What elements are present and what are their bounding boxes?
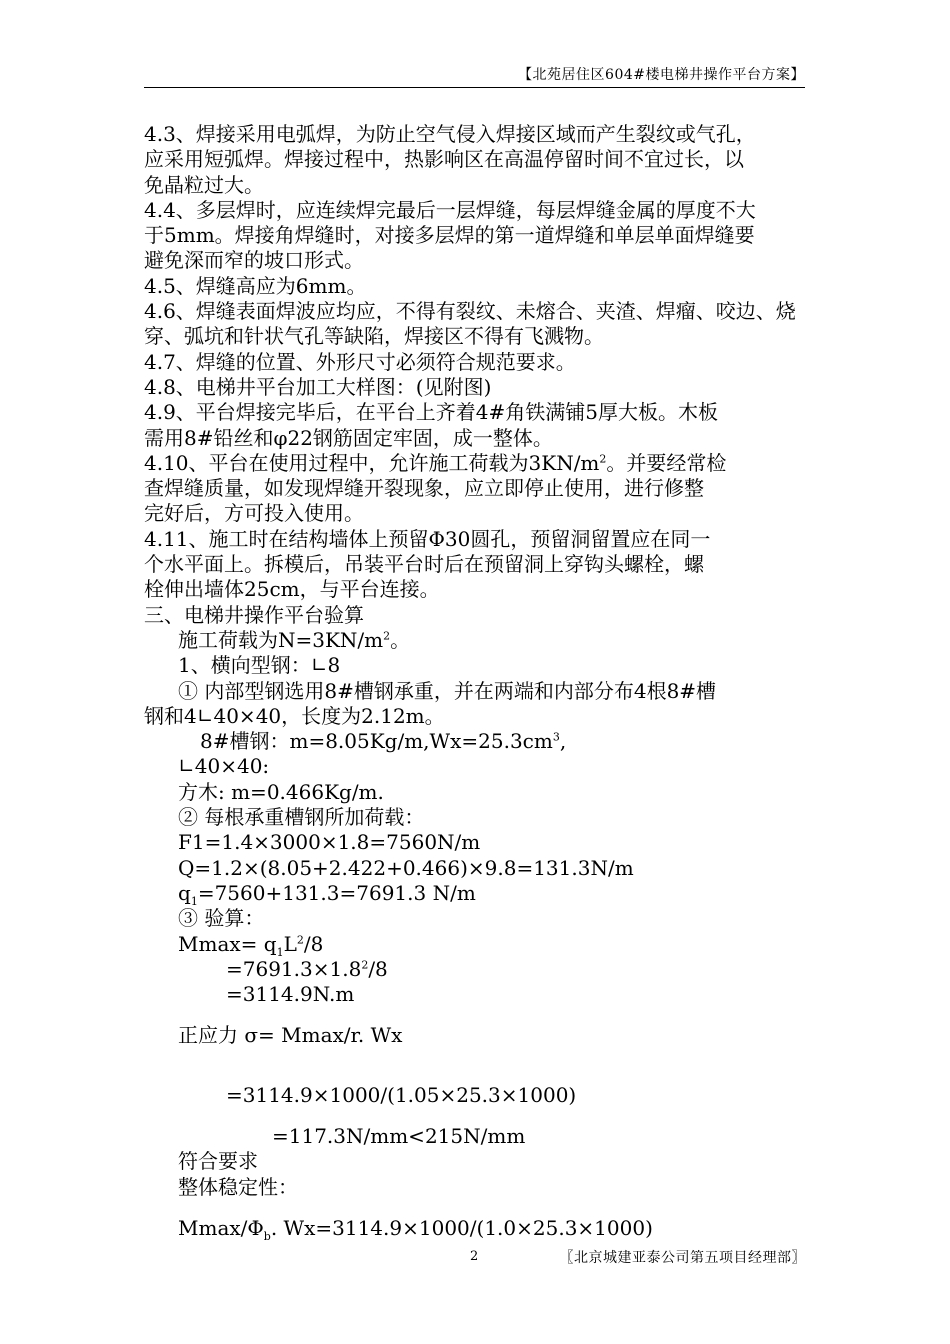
stab-sub: b: [263, 1229, 271, 1243]
paragraph-4-5: 4.5、焊缝高应为6mm。: [144, 273, 367, 298]
paragraph-4-8: 4.8、电梯井平台加工大样图：(见附图): [144, 374, 492, 399]
stress-text: 正应力 σ= Mmax/r.: [178, 1023, 365, 1048]
channel-text: 8#槽钢：m=8.05Kg/m,Wx=25.3cm: [200, 729, 553, 754]
load-end: 。: [390, 627, 411, 652]
calc-step-3: ③ 验算：: [178, 906, 265, 931]
p4-10-text-b: 。并要经常检: [606, 450, 727, 475]
load-text: 施工荷载为N=3KN/m: [178, 627, 384, 652]
spacer: [144, 1108, 809, 1124]
spacer: [144, 1007, 809, 1023]
timber-spec: 方木: m=0.466Kg/m.: [178, 779, 384, 804]
formula-q: Q=1.2×(8.05+2.422+0.466)×9.8=131.3N/m: [178, 855, 634, 880]
paragraph-4-3-line3: 免晶粒过大。: [144, 172, 264, 197]
formula-f1: F1=1.4×3000×1.8=7560N/m: [178, 830, 481, 855]
q1-sub: 1: [190, 894, 198, 908]
document-body: [144, 122, 809, 1241]
channel-sup: 3: [552, 730, 560, 744]
load-sup: 2: [383, 629, 391, 643]
calc1-text: =7691.3×1.8: [226, 956, 362, 981]
page-footer: 〖北京城建亚泰公司第五项目经理部〗: [559, 1250, 806, 1266]
mmax-end: /8: [303, 931, 324, 956]
page-number: 2: [470, 1249, 479, 1264]
formula-mmax-calc: [144, 957, 809, 982]
paragraph-4-9-line1: 4.9、平台焊接完毕后，在平台上齐着4#角铁满铺5厚大板。木板: [144, 400, 719, 425]
paragraph-4-11-line1: 4.11、施工时在结构墙体上预留Φ30圆孔，预留洞留置应在同一: [144, 526, 711, 551]
stress-val-a: =3114.9: [226, 1082, 313, 1107]
stab-end: ×1000/(1.0×25.3×1000): [402, 1215, 653, 1240]
mmax-sub: 1: [276, 945, 284, 959]
header-rule: [144, 87, 805, 88]
p4-10-text-a: 4.10、平台在使用过程中，允许施工荷载为3KN/m: [144, 450, 600, 475]
paragraph-4-6-line2: 穿、弧坑和针状气孔等缺陷，焊接区不得有飞溅物。: [144, 324, 604, 349]
mmax-l: L: [283, 931, 297, 956]
paragraph-4-4-line1: 4.4、多层焊时，应连续焊完最后一层焊缝，每层焊缝金属的厚度不大: [144, 197, 756, 222]
paragraph-4-4-line3: 避免深而窄的坡口形式。: [144, 248, 364, 273]
angle-steel-spec: ∟40×40:: [178, 754, 270, 779]
formula-stress: [144, 1023, 809, 1048]
formula-stress-calc: [144, 1083, 809, 1108]
p4-10-sup: 2: [599, 452, 607, 466]
formula-stress-result: =117.3N/mm<215N/mm: [272, 1123, 526, 1148]
stability-heading: 整体稳定性：: [178, 1174, 298, 1199]
calc-step-1-line1: ① 内部型钢选用8#槽钢承重，并在两端和内部分布4根8#槽: [178, 678, 717, 703]
paragraph-4-4-line2: 于5mm。焊接角焊缝时，对接多层焊的第一道焊缝和单层单面焊缝要: [144, 223, 755, 248]
channel-end: ,: [559, 729, 567, 754]
page-header: 【北苑居住区604#楼电梯井操作平台方案】: [518, 67, 805, 83]
calc-step-1-line2: 钢和4∟40×40，长度为2.12m。: [144, 703, 445, 728]
q1-rest: =7560+131.3=7691.3 N/m: [197, 880, 476, 905]
paragraph-4-11-line3: 栓伸出墙体25cm，与平台连接。: [144, 577, 440, 602]
q1-symbol: q: [178, 880, 191, 905]
paragraph-4-10-line1: [144, 451, 809, 476]
formula-q1: [144, 881, 809, 906]
calc1-end: /8: [368, 956, 388, 981]
paragraph-4-10-line2: 查焊缝质量，如发现焊缝开裂现象，应立即停止使用，进行修整: [144, 476, 704, 501]
conclusion-ok: 符合要求: [178, 1149, 258, 1174]
formula-mmax-result: =3114.9N.m: [226, 982, 355, 1007]
spacer: [144, 1049, 809, 1083]
formula-stability: [144, 1216, 809, 1241]
stab-text: Mmax/Φ: [178, 1215, 264, 1240]
paragraph-4-10-line3: 完好后，方可投入使用。: [144, 501, 364, 526]
mmax-sup: 2: [296, 932, 304, 946]
mmax-text: Mmax= q: [178, 931, 277, 956]
stress-val-b: ×1000/(1.05×25.3×1000): [312, 1082, 577, 1107]
calc-step-2: ② 每根承重槽钢所加荷载：: [178, 805, 425, 830]
paragraph-4-3-line1: 4.3、焊接采用电弧焊，为防止空气侵入焊接区域而产生裂纹或气孔，: [144, 122, 756, 146]
calc1-sup: 2: [361, 958, 369, 972]
formula-mmax: [144, 932, 809, 957]
paragraph-4-3-line2: 应采用短弧焊。焊接过程中，热影响区在高温停留时间不宜过长，以: [144, 147, 744, 172]
channel-steel-spec: [144, 729, 809, 754]
paragraph-4-9-line2: 需用8#铅丝和φ22钢筋固定牢固，成一整体。: [144, 425, 553, 450]
paragraph-4-7: 4.7、焊缝的位置、外形尺寸必须符合规范要求。: [144, 349, 576, 374]
spacer: [144, 1200, 809, 1216]
load-line: [144, 628, 809, 653]
item-1-heading: 1、横向型钢：∟8: [178, 653, 341, 678]
stress-wx: Wx: [370, 1023, 403, 1048]
paragraph-4-6-line1: 4.6、焊缝表面焊波应均应，不得有裂纹、未熔合、夹渣、焊瘤、咬边、烧: [144, 299, 796, 324]
section-3-heading: 三、电梯井操作平台验算: [144, 602, 364, 627]
paragraph-4-11-line2: 个水平面上。拆模后，吊装平台时后在预留洞上穿钩头螺栓，螺: [144, 552, 704, 577]
stab-mid: . Wx=3114.9: [270, 1215, 403, 1240]
